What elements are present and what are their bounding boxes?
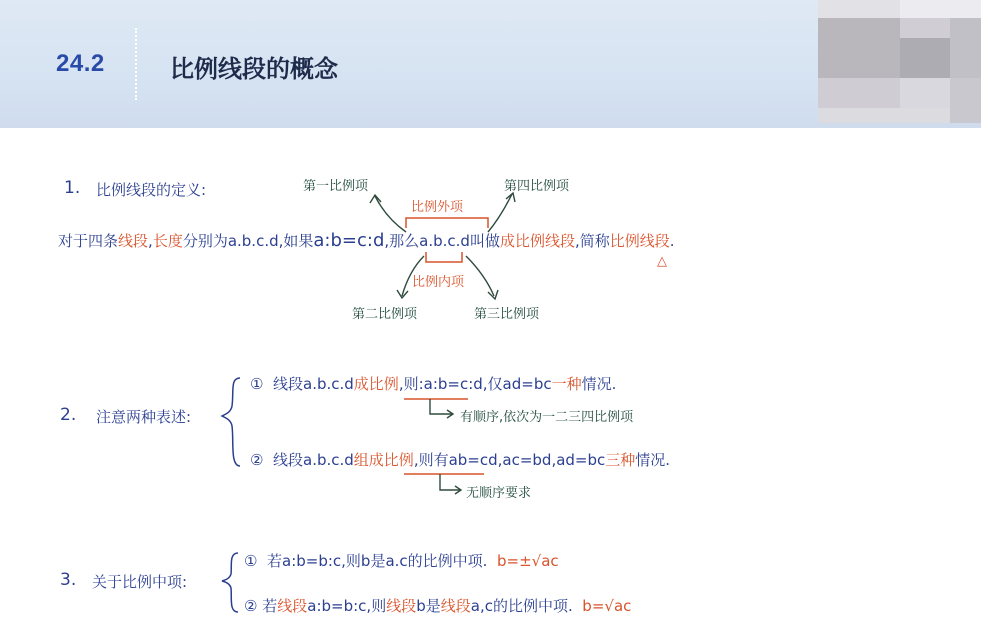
def-text-end: . [669,232,675,250]
part2-item1-text-red: 成比例 [353,375,399,393]
part2-item2-text-b: ,则有ab=cd,ac=bd,ad=bc [413,451,606,469]
def-text-proportional: 比例线段 [514,232,575,250]
part2-item2-marker: ② [250,451,264,469]
part2-index: 2. [60,405,77,425]
part3-item2-formula: b=√ac [582,597,632,615]
part2-item1-text-c: 情况. [581,375,617,393]
def-text-b: 分别为a.b.c.d,如果 [182,232,314,250]
part3-item2-text-d: a,c的比例中项. [470,597,573,615]
part3-item2-text-b: a:b=b:c,则 [307,597,387,615]
part3-item2-text-c: b是 [416,597,441,615]
part2-item1-text-red2: 一种 [551,375,582,393]
definition-line [58,230,675,251]
part3-item1-marker: ① [244,552,258,570]
label-fourth-term: 第四比例项 [504,179,570,194]
part2-item1-note: 有顺序,依次为一二三四比例项 [460,410,634,425]
part2-item1-text-a: 线段a.b.c.d [273,375,354,393]
part3-item2-marker: ② [244,597,258,615]
part2-item1-marker: ① [250,375,264,393]
def-text-length: 长度 [152,232,183,250]
label-inner-terms: 比例内项 [412,275,465,290]
part2-item2-text-red2: 三种 [605,451,636,469]
triangle-mark: △ [657,254,667,269]
part1-heading: 比例线段的定义: [96,181,207,199]
part2-item1-text-b: ,则:a:b=c:d,仅ad=bc [398,375,552,393]
part2-item2-note: 无顺序要求 [466,486,532,501]
section-number: 24.2 [56,50,105,77]
part1-index: 1. [64,178,81,198]
label-outer-terms: 比例外项 [411,200,464,215]
part3-item1 [244,550,559,571]
def-text-d: ,简称 [574,232,610,250]
part2-heading: 注意两种表述: [96,408,192,426]
def-text-c: ,那么a.b.c.d叫做 [384,232,500,250]
part3-item2-text-red3: 线段 [440,597,471,615]
def-formula: a:b=c:d [313,230,385,251]
part3-item1-formula: b=±√ac [496,552,559,570]
part3-index: 3. [60,570,77,590]
part2-item2-text-red: 组成比例 [353,451,414,469]
label-second-term: 第二比例项 [352,307,418,322]
part2-item2-text-a: 线段a.b.c.d [273,451,354,469]
def-text-segment: 线段 [118,232,149,250]
part3-item2-text-red: 线段 [277,597,308,615]
def-text-short: 比例线段 [609,232,670,250]
part3-item2 [244,595,631,616]
def-text-cheng: 成 [499,232,515,250]
part2-item2 [250,449,670,470]
part3-item2-text-red2: 线段 [386,597,417,615]
label-third-term: 第三比例项 [474,307,540,322]
def-text-a: 对于四条 [58,232,119,250]
part3-item2-text-a: 若 [262,597,278,615]
part3-heading: 关于比例中项: [92,573,188,591]
section-title: 比例线段的概念 [170,55,338,83]
part3-item1-text-a: 若a:b=b:c,则b是a.c的比例中项. [267,552,488,570]
part2-item2-text-c: 情况. [635,451,671,469]
def-text-comma: , [148,232,153,250]
label-first-term: 第一比例项 [303,179,369,194]
part2-item1 [250,373,616,394]
